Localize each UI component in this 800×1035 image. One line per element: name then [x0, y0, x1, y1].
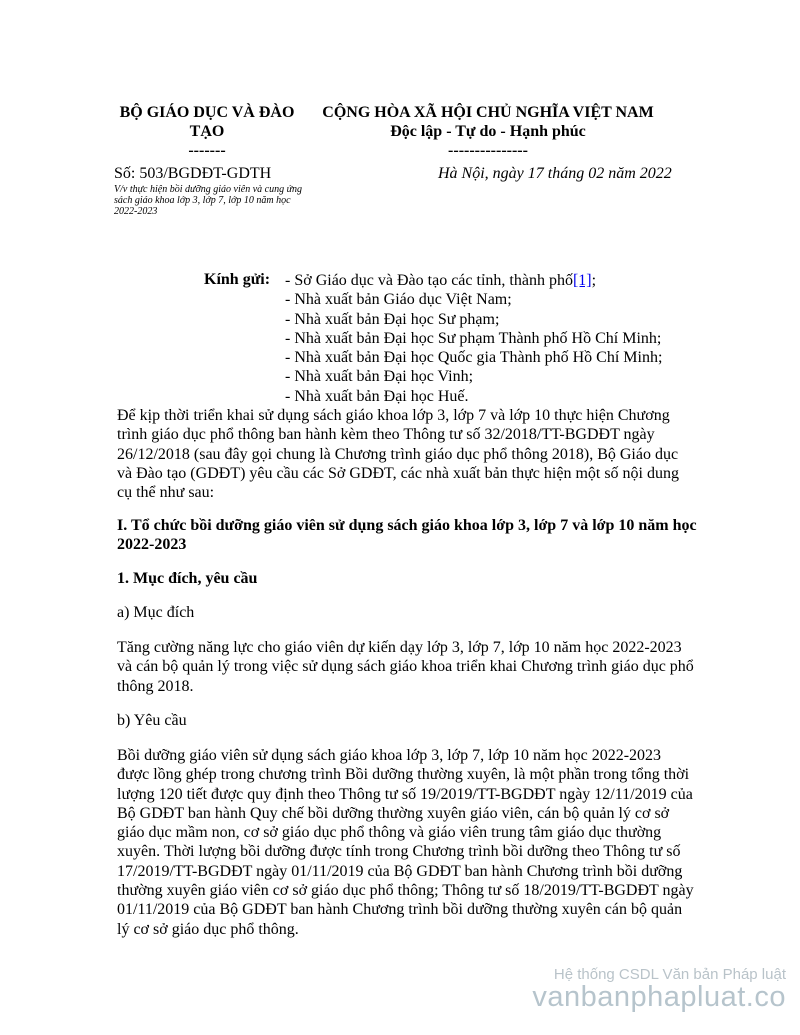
nation-header	[318, 103, 658, 160]
motto-rule: ---------------	[448, 142, 528, 159]
footnote-link[interactable]: [1]	[572, 272, 592, 289]
ministry-rule: -------	[188, 142, 226, 159]
recipient-item: - Nhà xuất bản Đại học Sư phạm Thành phố Hồ Chí Minh;	[285, 329, 662, 347]
recipient-item: - Nhà xuất bản Đại học Vinh;	[285, 368, 474, 386]
motto: Độc lập - Tự do - Hạnh phúc	[390, 123, 586, 140]
recipients-label: Kính gửi:	[204, 271, 271, 288]
recipient-item: - Nhà xuất bản Đại học Sư phạm;	[285, 310, 500, 328]
watermark-site: vanbanphapluat.co	[532, 981, 786, 1013]
recipient-item: - Nhà xuất bản Giáo dục Việt Nam;	[285, 291, 512, 309]
recipient-first-prefix: - Sở Giáo dục và Đào tạo các tỉnh, thành phố	[285, 272, 573, 289]
intro-paragraph: Để kịp thời triển khai sử dụng sách giáo khoa lớp 3, lớp 7 và lớp 10 thực hiện Chương trình giáo dục phổ thông ban hành kèm theo Thông tư số 32/2018/TT-BGDĐT ngày 26/12/2018 (sau đây gọi chung là Chương trình giáo dục phổ thông 2018), Bộ Giáo dục và Đào tạo (GDĐT) yêu cầu các Sở GDĐT, các nhà xuất bản thực hiện một số nội dung cụ thể như sau:	[117, 407, 679, 502]
ministry-name-line1: BỘ GIÁO DỤC VÀ ĐÀO	[119, 104, 295, 121]
paragraph-requirements: Bồi dưỡng giáo viên sử dụng sách giáo khoa lớp 3, lớp 7, lớp 10 năm học 2022-2023 được lồng ghép trong chương trình Bồi dưỡng thường xuyên, là một phần trong tổng thời lượng 120 tiết được quy định theo Thông tư số 19/2019/TT-BGDĐT ngày 12/11/2019 của Bộ GDĐT ban hành Quy chế bồi dưỡng thường xuyên giáo viên, cán bộ quản lý cơ sở giáo dục mầm non, cơ sở giáo dục phổ thông và giáo viên trung tâm giáo dục thường xuyên. Thời lượng bồi dưỡng được tính trong Chương trình bồi dưỡng theo Thông tư số 17/2019/TT-BGDĐT ngày 01/11/2019 của Bộ GDĐT ban hành Chương trình bồi dưỡng thường xuyên giáo viên cơ sở giáo dục phổ thông; Thông tư số 18/2019/TT-BGDĐT ngày 01/11/2019 của Bộ GDĐT ban hành Chương trình bồi dưỡng thường xuyên cán bộ quản lý cơ sở giáo dục phổ thông.	[117, 747, 694, 938]
recipients-list	[285, 271, 662, 406]
nation-name: CỘNG HÒA XÃ HỘI CHỦ NGHĨA VIỆT NAM	[322, 104, 654, 121]
recipient-item	[285, 271, 662, 290]
section-heading-I: I. Tổ chức bồi dưỡng giáo viên sử dụng sách giáo khoa lớp 3, lớp 7 và lớp 10 năm học 2022-2023	[117, 517, 697, 554]
ministry-name-line2: TẠO	[189, 123, 225, 140]
document-subject: V/v thực hiện bồi dưỡng giáo viên và cung ứng sách giáo khoa lớp 3, lớp 7, lớp 10 năm học 2022-2023	[114, 184, 303, 217]
recipient-item: - Nhà xuất bản Đại học Huế.	[285, 387, 469, 405]
heading-1: 1. Mục đích, yêu cầu	[117, 570, 258, 587]
subheading-a: a) Mục đích	[117, 604, 195, 621]
subheading-b: b) Yêu cầu	[117, 712, 187, 729]
paragraph-purpose: Tăng cường năng lực cho giáo viên dự kiến dạy lớp 3, lớp 7, lớp 10 năm học 2022-2023 và cán bộ quản lý trong việc sử dụng sách giáo khoa triển khai Chương trình giáo dục phổ thông 2018.	[117, 639, 694, 695]
place-date: Hà Nội, ngày 17 tháng 02 năm 2022	[438, 165, 672, 182]
watermark-caption: Hệ thống CSDL Văn bản Pháp luật	[553, 966, 786, 983]
document-number: Số: 503/BGDĐT-GDTH	[114, 165, 272, 182]
recipient-first-suffix: ;	[591, 272, 597, 289]
ministry-header	[112, 103, 302, 160]
recipient-item: - Nhà xuất bản Đại học Quốc gia Thành phố Hồ Chí Minh;	[285, 349, 663, 367]
